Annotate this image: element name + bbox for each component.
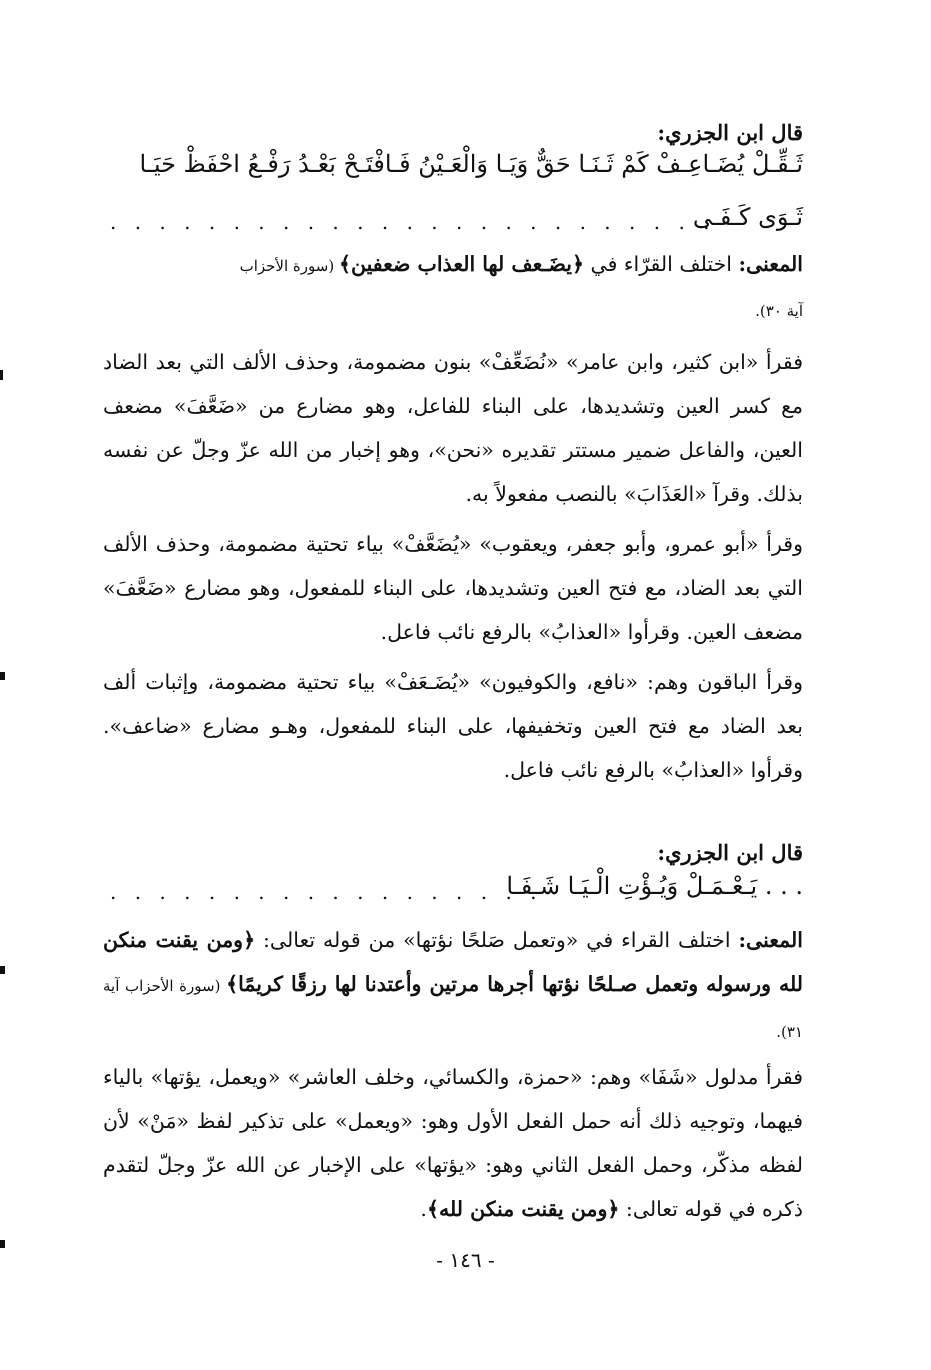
meaning-paragraph xyxy=(103,918,803,1054)
scan-mark xyxy=(0,672,5,680)
verse-line: ثَـوَى كَـفَـى xyxy=(692,203,803,231)
scan-mark xyxy=(0,1240,5,1248)
paragraph-end: . xyxy=(420,1197,427,1221)
paragraph: وقرأ الباقون وهم: «نافع، والكوفيون» «يُضَـعَفْ» بياء تحتية مضمومة، وإثبات ألف بعد الضاد مع فتح العين وتخفيفها، على البناء للمفعول، وهـو مضارع «ضاعف». وقرأوا «العذابُ» بالرفع نائب فاعل. xyxy=(103,670,803,782)
quran-quote: ﴿ومن يقنت منكن لله﴾ xyxy=(426,1197,620,1221)
verse-ellipsis: . . . . . . . . . . . . . . . . . . . . . . . . . xyxy=(110,210,716,234)
meaning-text: اختلف القرّاء في xyxy=(583,252,739,276)
verse-line: . . . يَـعْـمَـلْ وَيُـؤْتِ الْـيَـا شَـفَـا xyxy=(506,872,803,900)
section-heading: قال ابن الجزري: xyxy=(657,840,803,865)
verse-ellipsis: . . . . . . . . . . . . . . . . . . xyxy=(110,880,543,904)
scan-mark xyxy=(0,370,3,380)
page-number: - ١٤٦ - xyxy=(436,1248,495,1272)
meaning-label: المعنى: xyxy=(738,928,803,952)
quran-quote: ﴿يضَـعف لها العذاب ضعفين﴾ xyxy=(338,252,584,276)
scan-mark xyxy=(0,966,5,974)
paragraph xyxy=(103,1055,803,1231)
paragraph: فقرأ «ابن كثير، وابن عامر» «نُضَعِّفْ» بنون مضمومة، وحذف الألف التي بعد الضاد مع كسر العين وتشديدها، على البناء للفاعل، وهو مضارع من «ضَعَّفَ» مضعف العين، والفاعل ضمير مستتر تقديره «نحن»، وهو إخبار من الله عزّ وجلّ عن نفسه بذلك. وقرآ «العَذَابَ» بالنصب مفعولاً به. xyxy=(103,350,803,506)
meaning-label: المعنى: xyxy=(738,252,803,276)
verse-line: ثَـقِّـلْ يُضَـاعِـفْ كَمْ ثَـنَـا حَقٌّ وَيَـا وَالْعَـيْنُ فَـافْتَـحْ بَعْـدُ رَفْـعُ احْفَظْ حَيَـا xyxy=(139,150,803,178)
section-heading: قال ابن الجزري: xyxy=(657,120,803,145)
paragraph: وقرأ «أبو عمرو، وأبو جعفر، ويعقوب» «يُضَعَّفْ» بياء تحتية مضمومة، وحذف الألف التي بعد الضاد، مع فتح العين وتشديدها، على البناء للمفعول، وهو مضارع «ضَعَّفَ» مضعف العين. وقرأوا «العذابُ» بالرفع نائب فاعل. xyxy=(103,532,803,644)
surah-reference-cont: آية ٣٠). xyxy=(755,302,803,320)
meaning-text: اختلف القراء في «وتعمل صَلحًا نؤتها» من قوله تعالى: xyxy=(255,928,739,952)
surah-reference: (سورة الأحزاب xyxy=(239,257,339,275)
paragraph-text: فقرأ مدلول «شَفَا» وهم: «حمزة، والكسائي، وخلف العاشر» «ويعمل، يؤتها» بالياء فيهما، وتوجيه ذلك أنه حمل الفعل الأول وهو: «ويعمل» على تذكير لفظ «مَنْ» لأن لفظه مذكّر، وحمل الفعل الثاني وهو: «يؤتها» على الإخبار عن الله عزّ وجلّ لتقدم ذكره في قوله تعالى: xyxy=(103,1065,803,1221)
meaning-line xyxy=(240,252,803,276)
quran-quote: ﴿ومن يقنت منكن لله ورسوله وتعمل صـلحًا نؤتها أجرها مرتين وأعتدنا لها رزقًا كريمًا﴾ xyxy=(103,928,803,996)
surah-reference: (سورة الأحزاب آية ٣١). xyxy=(103,977,803,1041)
